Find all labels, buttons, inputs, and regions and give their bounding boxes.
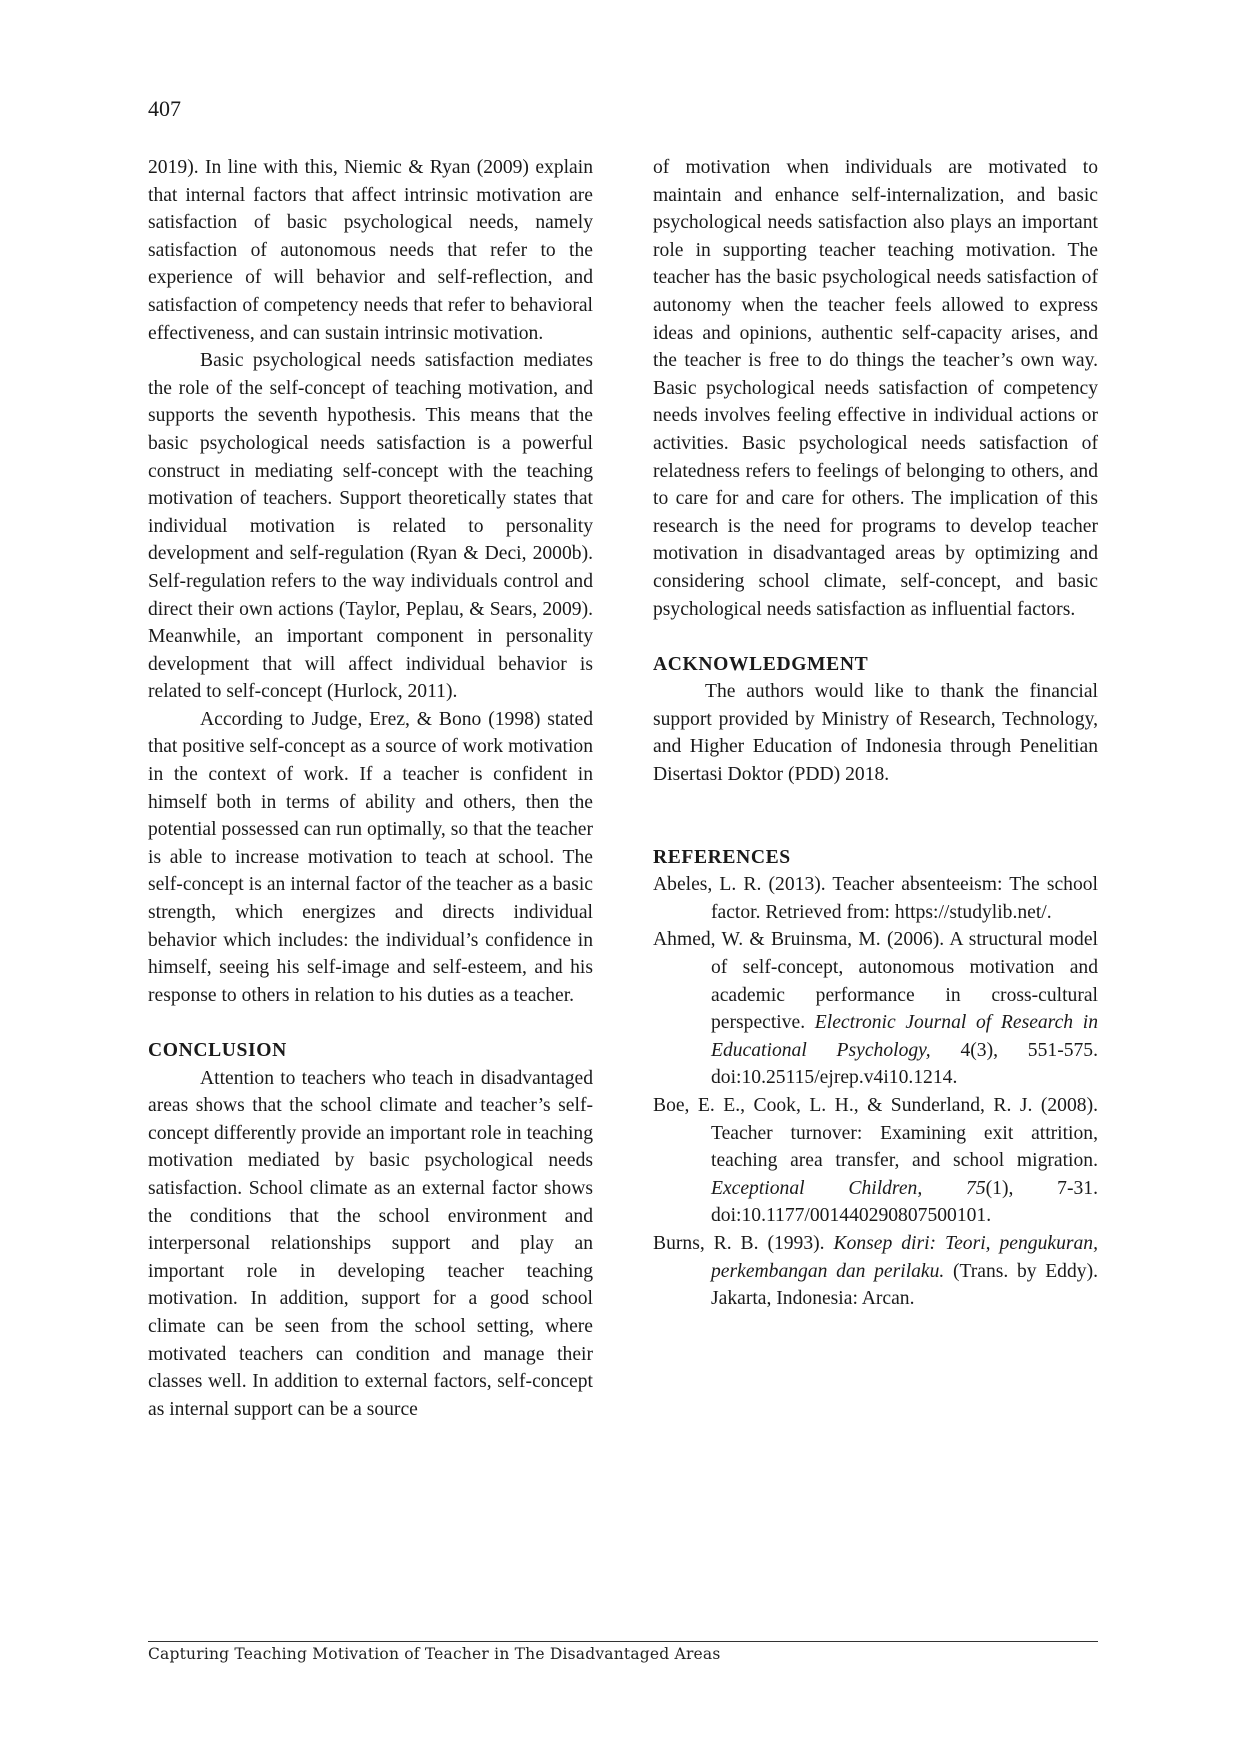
- reference-text: (Trans. by Eddy). Jakarta, Indonesia: Arcan.: [711, 1260, 1098, 1310]
- journal-title: Electronic Journal of Research in Educational Psychology,: [711, 1012, 1098, 1061]
- reference-text: Boe, E. E., Cook, L. H., & Sunderland, R. J. (2008). Teacher turnover: Examining exit attrition, teaching area transfer, and school migration.: [653, 1095, 1098, 1172]
- running-footer: Capturing Teaching Motivation of Teacher in The Disadvantaged Areas: [148, 1645, 721, 1663]
- paragraph: Basic psychological needs satisfaction mediates the role of the self-concept of teaching motivation, and supports the seventh hypothesis. This means that the basic psychological needs satisfaction is a powerful construct in mediating self-concept with the teaching motivation of teachers. Support theoretically states that individual motivation is related to personality development and self-regulation (Ryan & Deci, 2000b). Self-regulation refers to the way individuals control and direct their own actions (Taylor, Peplau, & Sears, 2009). Meanwhile, an important component in personality development that will affect individual behavior is related to self-concept (Hurlock, 2011).: [148, 350, 593, 703]
- reference-text: Burns, R. B. (1993).: [653, 1232, 834, 1254]
- book-title: Konsep diri: Teori, pengukuran, perkembangan dan perilaku.: [711, 1232, 1098, 1282]
- conclusion-heading: CONCLUSION: [148, 1040, 287, 1061]
- acknowledgment-text: The authors would like to thank the financial support provided by Ministry of Research, Technology, and Higher Education of Indonesia through Penelitian Disertasi Doktor (PDD) 2018.: [653, 681, 1098, 786]
- paragraph: According to Judge, Erez, & Bono (1998) stated that positive self-concept as a source of work motivation in the context of work. If a teacher is confident in himself both in terms of ability and others, then the potential possessed can run optimally, so that the teacher is able to increase motivation to teach at school. The self-concept is an internal factor of the teacher as a basic strength, which energizes and directs individual behavior which includes: the individual’s confidence in himself, seeing his self-image and self-esteem, and his response to others in relation to his duties as a teacher.: [148, 708, 593, 1006]
- left-column: [148, 154, 593, 1423]
- reference-text: Ahmed, W. & Bruinsma, M. (2006). A structural model of self-concept, autonomous motivation and academic performance in cross-cultural perspective.: [653, 929, 1098, 1034]
- paragraph: 2019). In line with this, Niemic & Ryan (2009) explain that internal factors that affect intrinsic motivation are satisfaction of basic psychological needs, namely satisfaction of autonomous needs that refer to the experience of will behavior and self-reflection, and satisfaction of competency needs that refer to behavioral effectiveness, and can sustain intrinsic motivation.: [148, 157, 593, 344]
- references-heading: REFERENCES: [653, 846, 791, 868]
- reference-text: (1), 7-31. doi:10.1177/001440290807500101.: [711, 1177, 1098, 1227]
- reference-text: 4(3), 551-575. doi:10.25115/ejrep.v4i10.1214.: [711, 1039, 1099, 1089]
- acknowledgment-heading: ACKNOWLEDGMENT: [653, 653, 869, 675]
- reference-item: [653, 871, 1098, 926]
- paragraph: of motivation when individuals are motivated to maintain and enhance self-internalization, and basic psychological needs satisfaction also plays an important role in supporting teacher teaching motivation. The teacher has the basic psychological needs satisfaction of autonomy when the teacher feels allowed to express ideas and opinions, authentic self-capacity arises, and the teacher is free to do things the teacher’s own way. Basic psychological needs satisfaction of competency needs involves feeling effective in individual actions or activities. Basic psychological needs satisfaction of relatedness refers to feelings of belonging to others, and to care for and care for others. The implication of this research is the need for programs to develop teacher motivation in disadvantaged areas by optimizing and considering school climate, self-concept, and basic psychological needs satisfaction as influential factors.: [653, 157, 1098, 620]
- reference-list: [653, 871, 1098, 1313]
- journal-title: Exceptional Children, 75: [711, 1177, 986, 1199]
- right-column: [653, 154, 1098, 1313]
- reference-text: Abeles, L. R. (2013). Teacher absenteeism: The school factor. Retrieved from: https://studylib.net/.: [653, 874, 1098, 923]
- footer-divider: [148, 1641, 1098, 1642]
- reference-item: [653, 926, 1098, 1092]
- paragraph: Attention to teachers who teach in disadvantaged areas shows that the school climate and teacher’s self-concept differently provide an important role in teaching motivation mediated by basic psychological needs satisfaction. School climate as an external factor shows the conditions that the school environment and interpersonal relationships support and play an important role in developing teacher teaching motivation. In addition, support for a good school climate can be seen from the school setting, where motivated teachers can condition and manage their classes well. In addition to external factors, self-concept as internal support can be a source: [148, 1067, 593, 1420]
- page-number: 407: [148, 96, 181, 121]
- reference-item: [653, 1092, 1098, 1230]
- reference-item: [653, 1230, 1098, 1313]
